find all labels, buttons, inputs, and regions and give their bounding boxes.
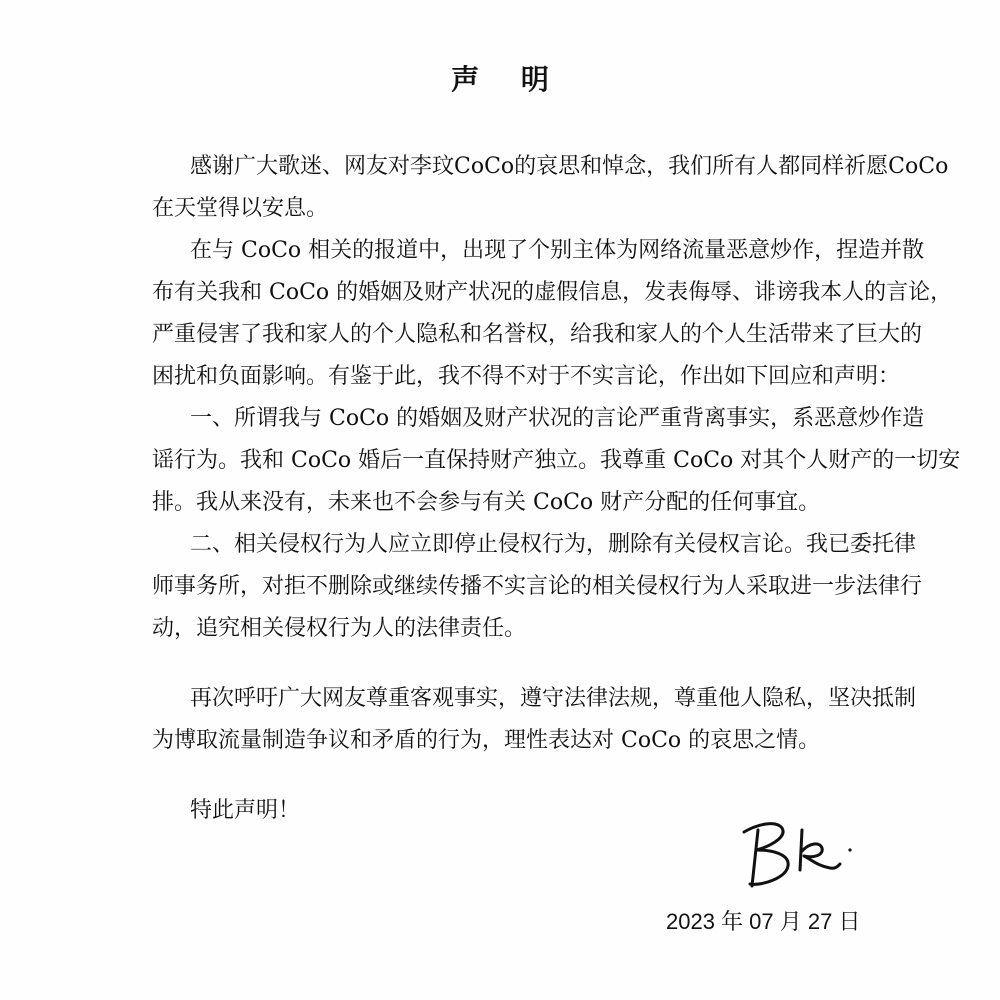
body-line: 一、所谓我与 CoCo 的婚姻及财产状况的言论严重背离事实，系恶意炒作造 <box>190 406 925 431</box>
body-line: 二、相关侵权行为人应立即停止侵权行为，删除有关侵权言论。我已委托律 <box>190 532 917 557</box>
statement-title: 声 明 <box>451 63 565 96</box>
body-line: 感谢广大歌迷、网友对李玟CoCo的哀思和悼念，我们所有人都同样祈愿CoCo <box>190 154 949 179</box>
body-line: 再次呼吁广大网友尊重客观事实，遵守法律法规，尊重他人隐私，坚决抵制 <box>190 686 917 711</box>
body-line: 困扰和负面影响。有鉴于此，我不得不对于不实言论，作出如下回应和声明： <box>152 364 901 389</box>
body-line: 为博取流量制造争议和矛盾的行为，理性表达对 CoCo 的哀思之情。 <box>152 728 821 753</box>
body-line: 布有关我和 CoCo 的婚姻及财产状况的虚假信息，发表侮辱、诽谤我本人的言论， <box>152 280 953 305</box>
body-line: 在与 CoCo 相关的报道中，出现了个别主体为网络流量恶意炒作，捏造并散 <box>190 238 925 263</box>
body-line: 在天堂得以安息。 <box>152 196 329 221</box>
body-line: 师事务所，对拒不删除或继续传播不实言论的相关侵权行为人采取进一步法律行 <box>152 574 923 599</box>
body-line: 谣行为。我和 CoCo 婚后一直保持财产独立。我尊重 CoCo 对其个人财产的一切安 <box>152 448 961 473</box>
body-line: 排。我从来没有，未来也不会参与有关 CoCo 财产分配的任何事宜。 <box>152 490 821 515</box>
statement-date: 2023 年 07 月 27 日 <box>666 909 861 934</box>
body-line: 严重侵害了我和家人的个人隐私和名誉权，给我和家人的个人生活带来了巨大的 <box>152 322 923 347</box>
closing-line: 特此声明！ <box>190 798 301 823</box>
handwritten-signature <box>738 812 858 892</box>
body-line: 动，追究相关侵权行为人的法律责任。 <box>152 616 527 641</box>
